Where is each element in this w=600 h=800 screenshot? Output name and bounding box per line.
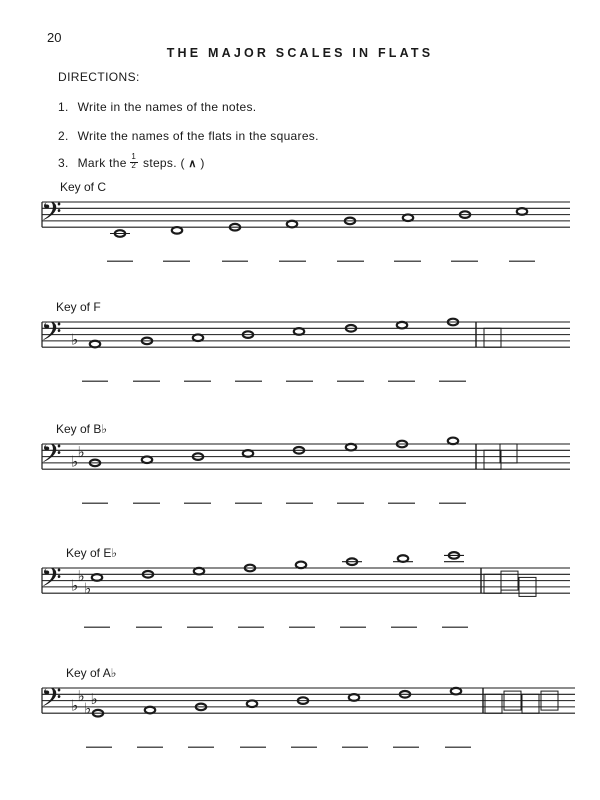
whole-note-icon — [346, 444, 356, 451]
page-number: 20 — [47, 30, 62, 45]
flat-sign-icon: ♭ — [84, 699, 92, 718]
half-step-mark-icon: ∧ — [188, 158, 197, 170]
directions-heading: DIRECTIONS: — [58, 70, 140, 84]
flat-name-box — [485, 694, 502, 713]
flat-name-box — [522, 694, 539, 713]
flat-name-box — [519, 577, 536, 596]
whole-note-icon — [92, 574, 102, 581]
exercise-1 — [41, 180, 570, 261]
flat-name-box — [500, 444, 517, 463]
fraction-denominator: 2 — [131, 161, 137, 170]
whole-note-icon — [172, 227, 182, 234]
whole-note-icon — [247, 700, 257, 707]
direction-number: 2. — [58, 129, 69, 143]
bass-clef-icon: 𝄢 — [41, 681, 62, 720]
flat-sign-icon: ♭ — [84, 579, 92, 598]
whole-note-icon — [287, 221, 297, 228]
whole-note-icon — [451, 688, 461, 695]
whole-note-icon — [243, 450, 253, 457]
whole-note-icon — [398, 555, 408, 562]
direction-text: ) — [200, 156, 205, 170]
flat-name-box — [501, 571, 518, 590]
key-label: Key of E♭ — [66, 546, 118, 560]
whole-note-icon — [349, 694, 359, 701]
key-label: Key of C — [60, 180, 107, 194]
direction-number: 1. — [58, 100, 69, 114]
key-label: Key of F — [56, 300, 101, 314]
whole-note-icon — [448, 438, 458, 445]
flat-sign-icon: ♭ — [90, 690, 98, 709]
direction-number: 3. — [58, 156, 69, 170]
flat-sign-icon: ♭ — [77, 442, 85, 461]
whole-note-icon — [294, 328, 304, 335]
whole-note-icon — [193, 334, 203, 341]
page-title: THE MAJOR SCALES IN FLATS — [166, 46, 434, 60]
exercise-3 — [41, 422, 570, 503]
exercise-2 — [41, 300, 570, 381]
whole-note-icon — [145, 707, 155, 714]
exercise-4 — [41, 546, 570, 627]
whole-note-icon — [194, 568, 204, 575]
exercise-5 — [41, 666, 575, 747]
flat-name-box — [484, 328, 501, 347]
whole-note-icon — [90, 341, 100, 348]
flat-sign-icon: ♭ — [77, 686, 85, 705]
flat-name-box — [484, 574, 501, 593]
whole-note-icon — [403, 214, 413, 221]
flat-name-box — [484, 450, 501, 469]
flat-sign-icon: ♭ — [77, 566, 85, 585]
bass-clef-icon: 𝄢 — [41, 561, 62, 600]
bass-clef-icon: 𝄢 — [41, 195, 62, 234]
fraction-numerator: 1 — [131, 152, 137, 161]
whole-note-icon — [517, 208, 527, 215]
whole-note-icon — [397, 322, 407, 329]
flat-name-box — [541, 691, 558, 710]
key-label: Key of A♭ — [66, 666, 117, 680]
flat-sign-icon: ♭ — [71, 330, 79, 349]
direction-text: Write the names of the flats in the squares. — [77, 129, 319, 143]
flat-name-box — [504, 691, 521, 710]
whole-note-icon — [296, 562, 306, 569]
direction-text: Write in the names of the notes. — [77, 100, 257, 114]
direction-text: steps. ( — [143, 156, 185, 170]
key-label: Key of B♭ — [56, 422, 108, 436]
whole-note-icon — [142, 456, 152, 463]
bass-clef-icon: 𝄢 — [41, 315, 62, 354]
flat-sign-icon: ♭ — [71, 576, 79, 595]
direction-text: Mark the — [77, 156, 127, 170]
flat-sign-icon: ♭ — [71, 452, 79, 471]
flat-sign-icon: ♭ — [71, 696, 79, 715]
bass-clef-icon: 𝄢 — [41, 437, 62, 476]
